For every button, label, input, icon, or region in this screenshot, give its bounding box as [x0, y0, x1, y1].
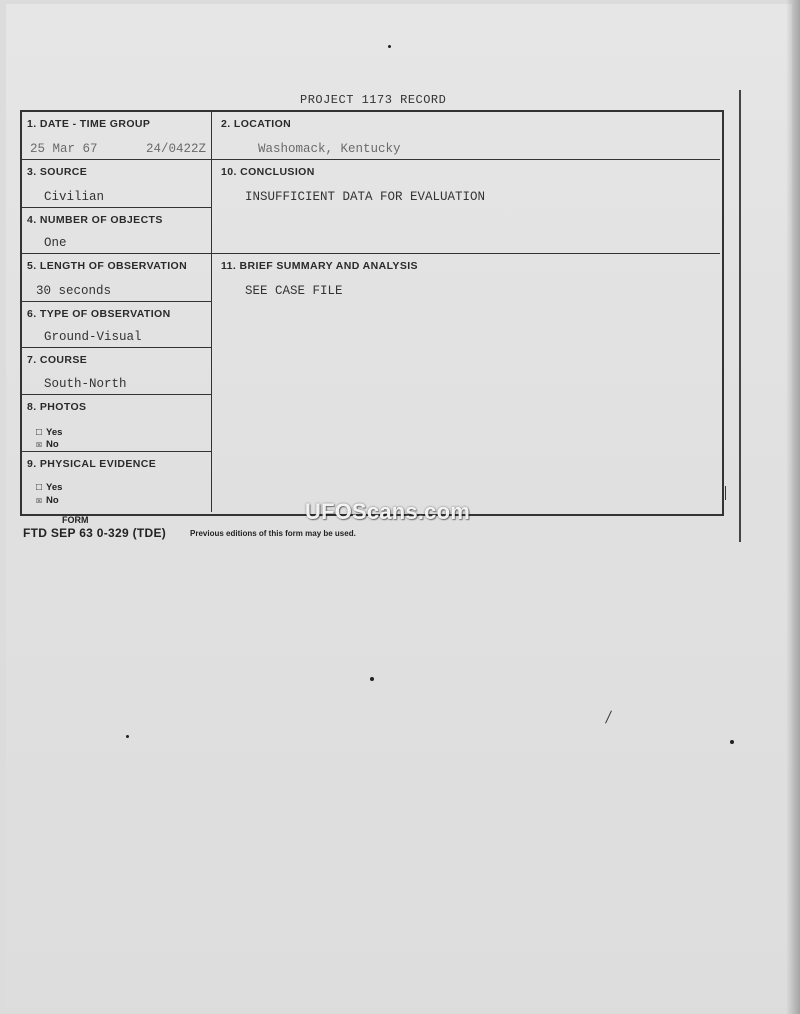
physical-yes [36, 482, 62, 494]
course-value: South-North [44, 377, 127, 391]
conclusion-label: 10. CONCLUSION [221, 166, 315, 178]
length-observation-label: 5. LENGTH OF OBSERVATION [27, 260, 188, 272]
photos-yes-label: Yes [46, 427, 63, 438]
location-label: 2. LOCATION [221, 118, 292, 130]
physical-evidence-label: 9. PHYSICAL EVIDENCE [27, 458, 157, 470]
date-time-cell [22, 112, 212, 160]
scan-speck [126, 735, 129, 738]
photos-cell [22, 395, 212, 452]
conclusion-cell [212, 160, 720, 254]
photos-yes [36, 427, 62, 439]
conclusion-value: INSUFFICIENT DATA FOR EVALUATION [245, 190, 486, 204]
physical-yes-label: Yes [46, 482, 63, 493]
scan-speck [370, 677, 374, 681]
footer-form-code: FTD SEP 63 0-329 (TDE) [23, 526, 167, 540]
number-objects-label: 4. NUMBER OF OBJECTS [27, 214, 163, 226]
course-label: 7. COURSE [27, 354, 88, 366]
photos-no-label: No [46, 439, 59, 450]
summary-value: SEE CASE FILE [245, 284, 343, 298]
scan-mark [725, 486, 726, 500]
date-value: 25 Mar 67 [30, 142, 98, 156]
photos-no [36, 439, 59, 451]
type-observation-label: 6. TYPE OF OBSERVATION [27, 308, 171, 320]
physical-no-label: No [46, 495, 59, 506]
length-observation-cell [22, 254, 212, 302]
footer-form-word: FORM [62, 515, 89, 525]
scan-speck [388, 45, 391, 48]
summary-cell [212, 254, 720, 512]
location-cell [212, 112, 720, 160]
number-objects-cell [22, 208, 212, 254]
checkbox-empty-icon: □ [36, 483, 43, 494]
checkbox-checked-icon: ☒ [36, 496, 43, 507]
watermark: UFOScans.com [305, 499, 471, 524]
time-value: 24/0422Z [146, 142, 207, 156]
length-observation-value: 30 seconds [36, 284, 112, 298]
source-value: Civilian [44, 190, 105, 204]
source-cell [22, 160, 212, 208]
number-objects-value: One [44, 236, 67, 250]
checkbox-empty-icon: □ [36, 428, 43, 439]
type-observation-value: Ground-Visual [44, 330, 142, 344]
outer-rule [739, 90, 741, 542]
photos-label: 8. PHOTOS [27, 401, 87, 413]
form-title: PROJECT 1173 RECORD [300, 93, 447, 107]
physical-evidence-cell [22, 452, 212, 512]
location-value: Washomack, Kentucky [258, 142, 401, 156]
course-cell [22, 348, 212, 395]
type-observation-cell [22, 302, 212, 348]
scan-edge-shadow [786, 0, 800, 1014]
physical-no [36, 495, 59, 507]
summary-label: 11. BRIEF SUMMARY AND ANALYSIS [221, 260, 418, 272]
date-time-label: 1. DATE - TIME GROUP [27, 118, 151, 130]
scan-speck [730, 740, 734, 744]
record-form [20, 110, 724, 516]
footer-note: Previous editions of this form may be used. [190, 529, 356, 538]
source-label: 3. SOURCE [27, 166, 88, 178]
checkbox-checked-icon: ☒ [36, 440, 43, 451]
